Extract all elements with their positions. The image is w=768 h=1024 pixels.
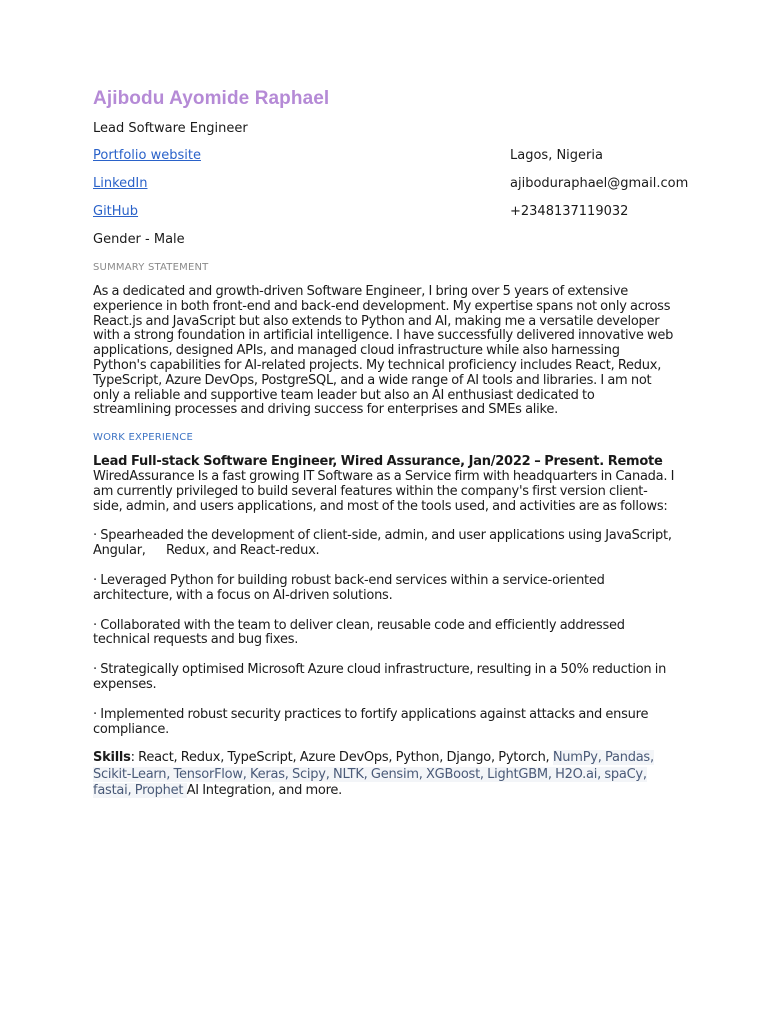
skills-tail: AI Integration, and more. (186, 783, 343, 799)
contact-row-github (93, 203, 675, 220)
email-text: ajiboduraphael@gmail.com (510, 176, 689, 191)
job-entry-title: Lead Full-stack Software Engineer, Wired Assurance, Jan/2022 – Present. Remote (93, 454, 663, 470)
github-link[interactable]: GitHub (93, 204, 139, 219)
candidate-name: Ajibodu Ayomide Raphael (93, 88, 330, 109)
contact-row-portfolio (93, 147, 675, 164)
skills-label: Skills (93, 750, 131, 766)
portfolio-link[interactable]: Portfolio website (93, 148, 201, 163)
list-item: · Strategically optimised Microsoft Azure cloud infrastructure, resulting in a 50% reduction in expenses. (93, 662, 667, 692)
gender-text: Gender - Male (93, 232, 185, 247)
list-item: · Leveraged Python for building robust back-end services within a service-oriented architecture, with a focus on AI-driven solutions. (93, 572, 605, 603)
list-item: · Spearheaded the development of client-side, admin, and user applications using JavaScript, Angular, Redux, and React-redux. (93, 528, 676, 559)
list-item: · Implemented robust security practices to fortify applications against attacks and ensure compliance. (93, 706, 649, 737)
linkedin-link[interactable]: LinkedIn (93, 176, 148, 191)
summary-heading: SUMMARY STATEMENT (93, 262, 209, 273)
skills-plain: : React, Redux, TypeScript, Azure DevOps, Python, Django, Pytorch, (130, 750, 553, 766)
list-item: · Collaborated with the team to deliver clean, reusable code and efficiently addressed technical requests and bug fixes. (93, 617, 625, 648)
work-experience-heading: WORK EXPERIENCE (93, 432, 193, 444)
skills-line (93, 750, 675, 800)
skills-highlight: NumPy, Pandas, Scikit-Learn, TensorFlow, Keras, Scipy, NLTK, Gensim, XGBoost, LightGBM, H2O.ai, spaCy, fastai, Prophet (93, 750, 654, 799)
resume-page (93, 88, 689, 800)
phone-text: +2348137119032 (510, 204, 629, 219)
summary-text: As a dedicated and growth-driven Software Engineer, I bring over 5 years of extensive experience in both front-end and back-end development. My expertise spans not only across React.js and JavaScript but also extends to Python and AI, making me a versatile developer with a strong foundation in artificial intelligence. I have successfully delivered innovative web applications, designed APIs, and managed cloud infrastructure while also harnessing Python's capabilities for AI-related projects. My technical proficiency includes React, Redux, TypeScript, Azure DevOps, PostgreSQL, and a wide range of AI tools and libraries. I am not only a reliable and supportive team leader but also an AI enthusiast dedicated to streamlining processes and driving success for enterprises and SMEs alike. (93, 284, 674, 418)
job-entry-description: WiredAssurance Is a fast growing IT Software as a Service firm with headquarters in Canada. I am currently privileged to build several features within the company's first version client-side, admin, and users applications, and most of the tools used, and activities are as follows: (93, 468, 675, 514)
job-title: Lead Software Engineer (93, 121, 248, 136)
location-text: Lagos, Nigeria (510, 148, 603, 163)
contact-row-linkedin (93, 175, 689, 192)
job-entry (93, 455, 675, 514)
